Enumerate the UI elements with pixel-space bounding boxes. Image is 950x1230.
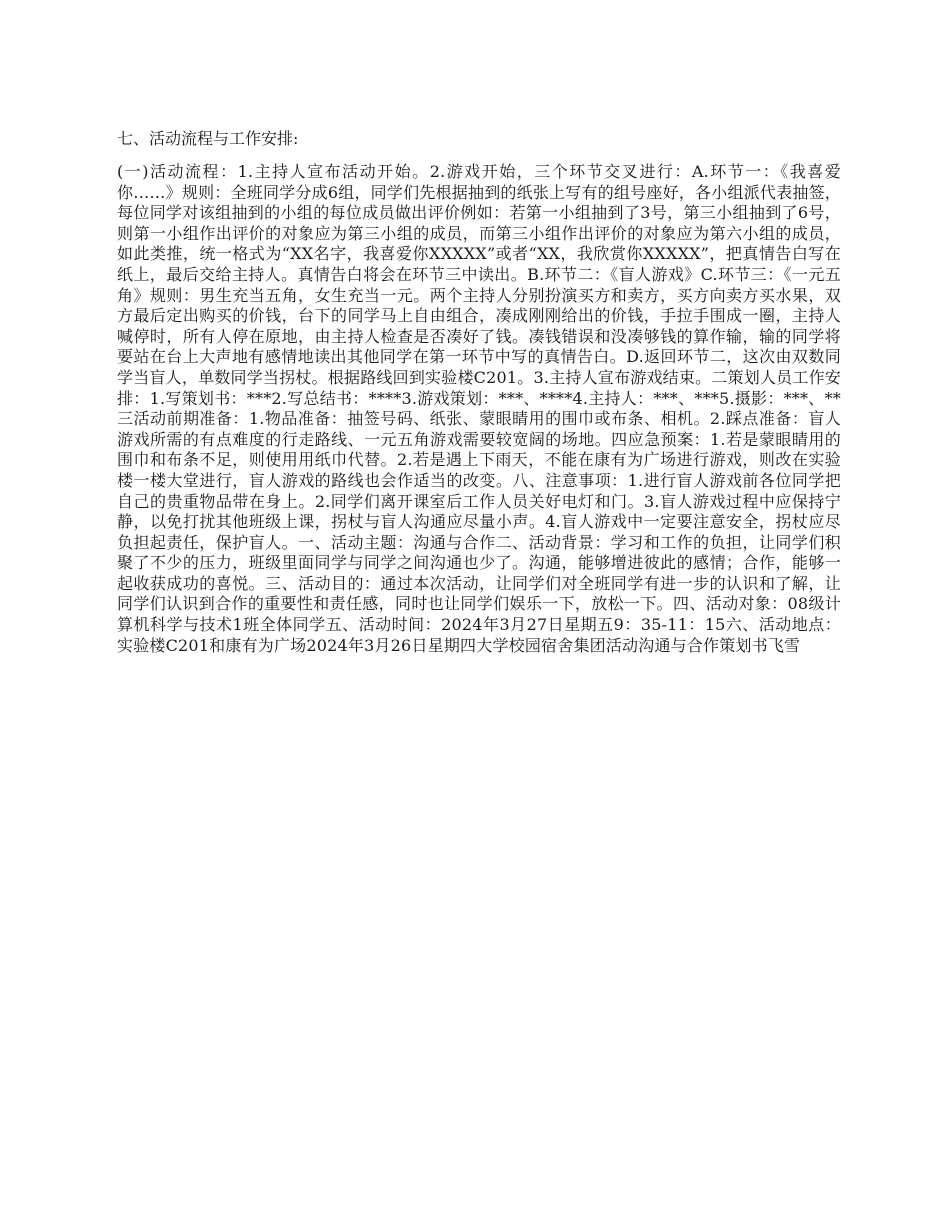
section-heading: 七、活动流程与工作安排: [117, 129, 299, 148]
body-paragraph: (一)活动流程：1.主持人宣布活动开始。2.游戏开始，三个环节交叉进行：A.环节一：《我喜爱你……》规则：全班同学分成6组，同学们先根据抽到的纸张上写有的组号座好，各小组派代表抽签，每位同学对该组抽到的小组的每位成员做出评价例如：若第一小组抽到了3号，第三小组抽到了6号，则第一小组作出评价的对象应为第三小组的成员，而第三小组作出评价的对象应为第六小组的成员，如此类推，统一格式为“XX名字，我喜爱你XXXXX”或者“XX，我欣赏你XXXXX”，把真情告白写在纸上，最后交给主持人。真情告白将会在环节三中读出。B.环节二：《盲人游戏》C.环节三：《一元五角》规则：男生充当五角，女生充当一元。两个主持人分别扮演买方和卖方，买方向卖方买水果，双方最后定出购买的价钱，台下的同学马上自由组合，凑成刚刚给出的价钱，手拉手围成一圈，主持人喊停时，所有人停在原地，由主持人检查是否凑好了钱。凑钱错误和没凑够钱的算作输，输的同学将要站在台上大声地有感情地读出其他同学在第一环节中写的真情告白。D.返回环节二，这次由双数同学当盲人，单数同学当拐杖。根据路线回到实验楼C201。3.主持人宣布游戏结束。二策划人员工作安排：1.写策划书：***2.写总结书：****3.游戏策划：***、****4.主持人：***、***5.摄影：***、**三活动前期准备：1.物品准备：抽签号码、纸张、蒙眼睛用的围巾或布条、相机。2.踩点准备：盲人游戏所需的有点难度的行走路线、一元五角游戏需要较宽阔的场地。四应急预案：1.若是蒙眼睛用的围巾和布条不足，则使用用纸巾代替。2.若是遇上下雨天，不能在康有为广场进行游戏，则改在实验楼一楼大堂进行，盲人游戏的路线也会作适当的改变。八、注意事项：1.进行盲人游戏前各位同学把自己的贵重物品带在身上。2.同学们离开课室后工作人员关好电灯和门。3.盲人游戏过程中应保持宁静，以免打扰其他班级上课，拐杖与盲人沟通应尽量小声。4.盲人游戏中一定要注意安全，拐杖应尽负担起责任，保护盲人。一、活动主题：沟通与合作二、活动背景：学习和工作的负担，让同学们积聚了不少的压力，班级里面同学与同学之间沟通也少了。沟通，能够增进彼此的感情；合作，能够一起收获成功的喜悦。三、活动目的：通过本次活动，让同学们对全班同学有进一步的认识和了解，让同学们认识到合作的重要性和责任感，同时也让同学们娱乐一下，放松一下。四、活动对象：08级计算机科学与技术1班全体同学五、活动时间：2024年3月27日星期五9：35-11：15六、活动地点：实验楼C201和康有为广场2024年3月26日星期四大学校园宿舍集团活动沟通与合作策划书飞雪 [117, 162, 841, 655]
